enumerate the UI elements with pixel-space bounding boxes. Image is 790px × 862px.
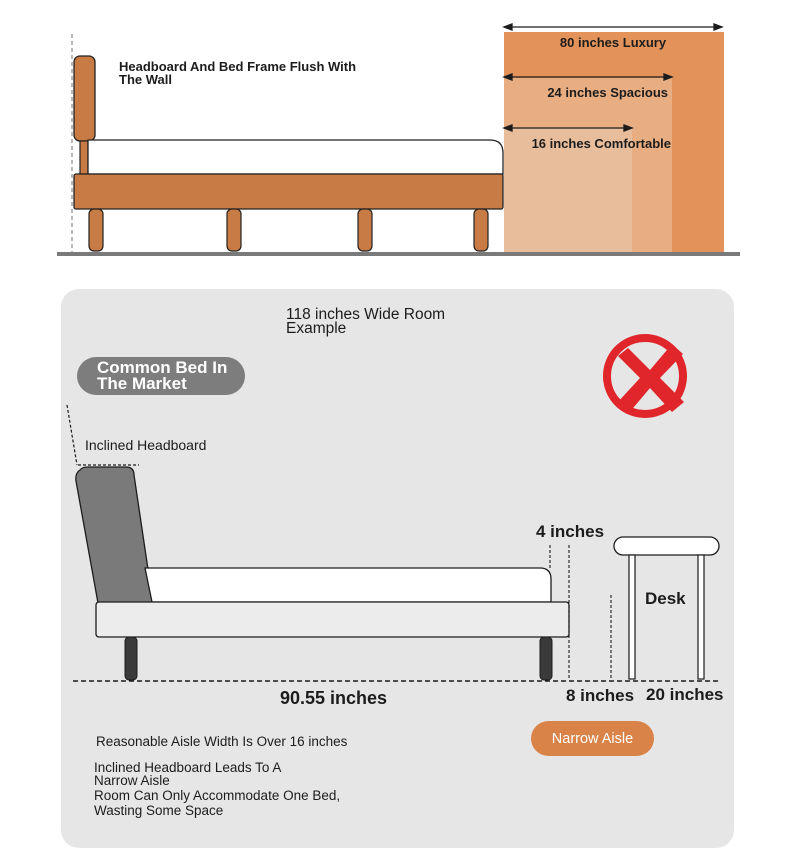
desk-top bbox=[614, 537, 719, 555]
room-title: 118 inches Wide Room Example bbox=[286, 306, 446, 337]
badge-label: Common Bed In The Market bbox=[97, 358, 228, 393]
cross-reject-icon bbox=[607, 338, 684, 414]
desk-dim-label: 20 inches bbox=[646, 685, 724, 704]
desk-leg bbox=[698, 555, 704, 679]
desk-label: Desk bbox=[645, 589, 686, 608]
bed-frame bbox=[96, 602, 569, 637]
aisle-note: Reasonable Aisle Width Is Over 16 inches bbox=[96, 734, 348, 749]
inclined-note: Inclined Headboard Leads To A Narrow Aisle bbox=[94, 760, 281, 788]
wall-flush-label: Headboard And Bed Frame Flush With The Wall bbox=[119, 59, 357, 87]
inclined-headboard bbox=[76, 467, 153, 603]
height-dim-label: 4 inches bbox=[536, 522, 605, 541]
bed-leg bbox=[540, 637, 552, 680]
common-bed-badge bbox=[77, 357, 245, 395]
comfortable-label: 16 inches Comfortable bbox=[531, 136, 671, 151]
luxury-label: 80 inches Luxury bbox=[559, 35, 667, 50]
bed-leg bbox=[125, 637, 137, 680]
space-note: Room Can Only Accommodate One Bed, Wasting Some Space bbox=[94, 788, 341, 818]
aisle-dim-label: 8 inches bbox=[566, 686, 635, 705]
narrow-aisle-button[interactable]: Narrow Aisle bbox=[531, 721, 654, 756]
inclined-headboard-label: Inclined Headboard bbox=[85, 437, 207, 453]
bed-length-label: 90.55 inches bbox=[280, 688, 388, 708]
desk-leg bbox=[629, 555, 635, 679]
incline-dash bbox=[67, 405, 77, 465]
spacious-label: 24 inches Spacious bbox=[547, 85, 668, 100]
mattress bbox=[145, 568, 551, 602]
